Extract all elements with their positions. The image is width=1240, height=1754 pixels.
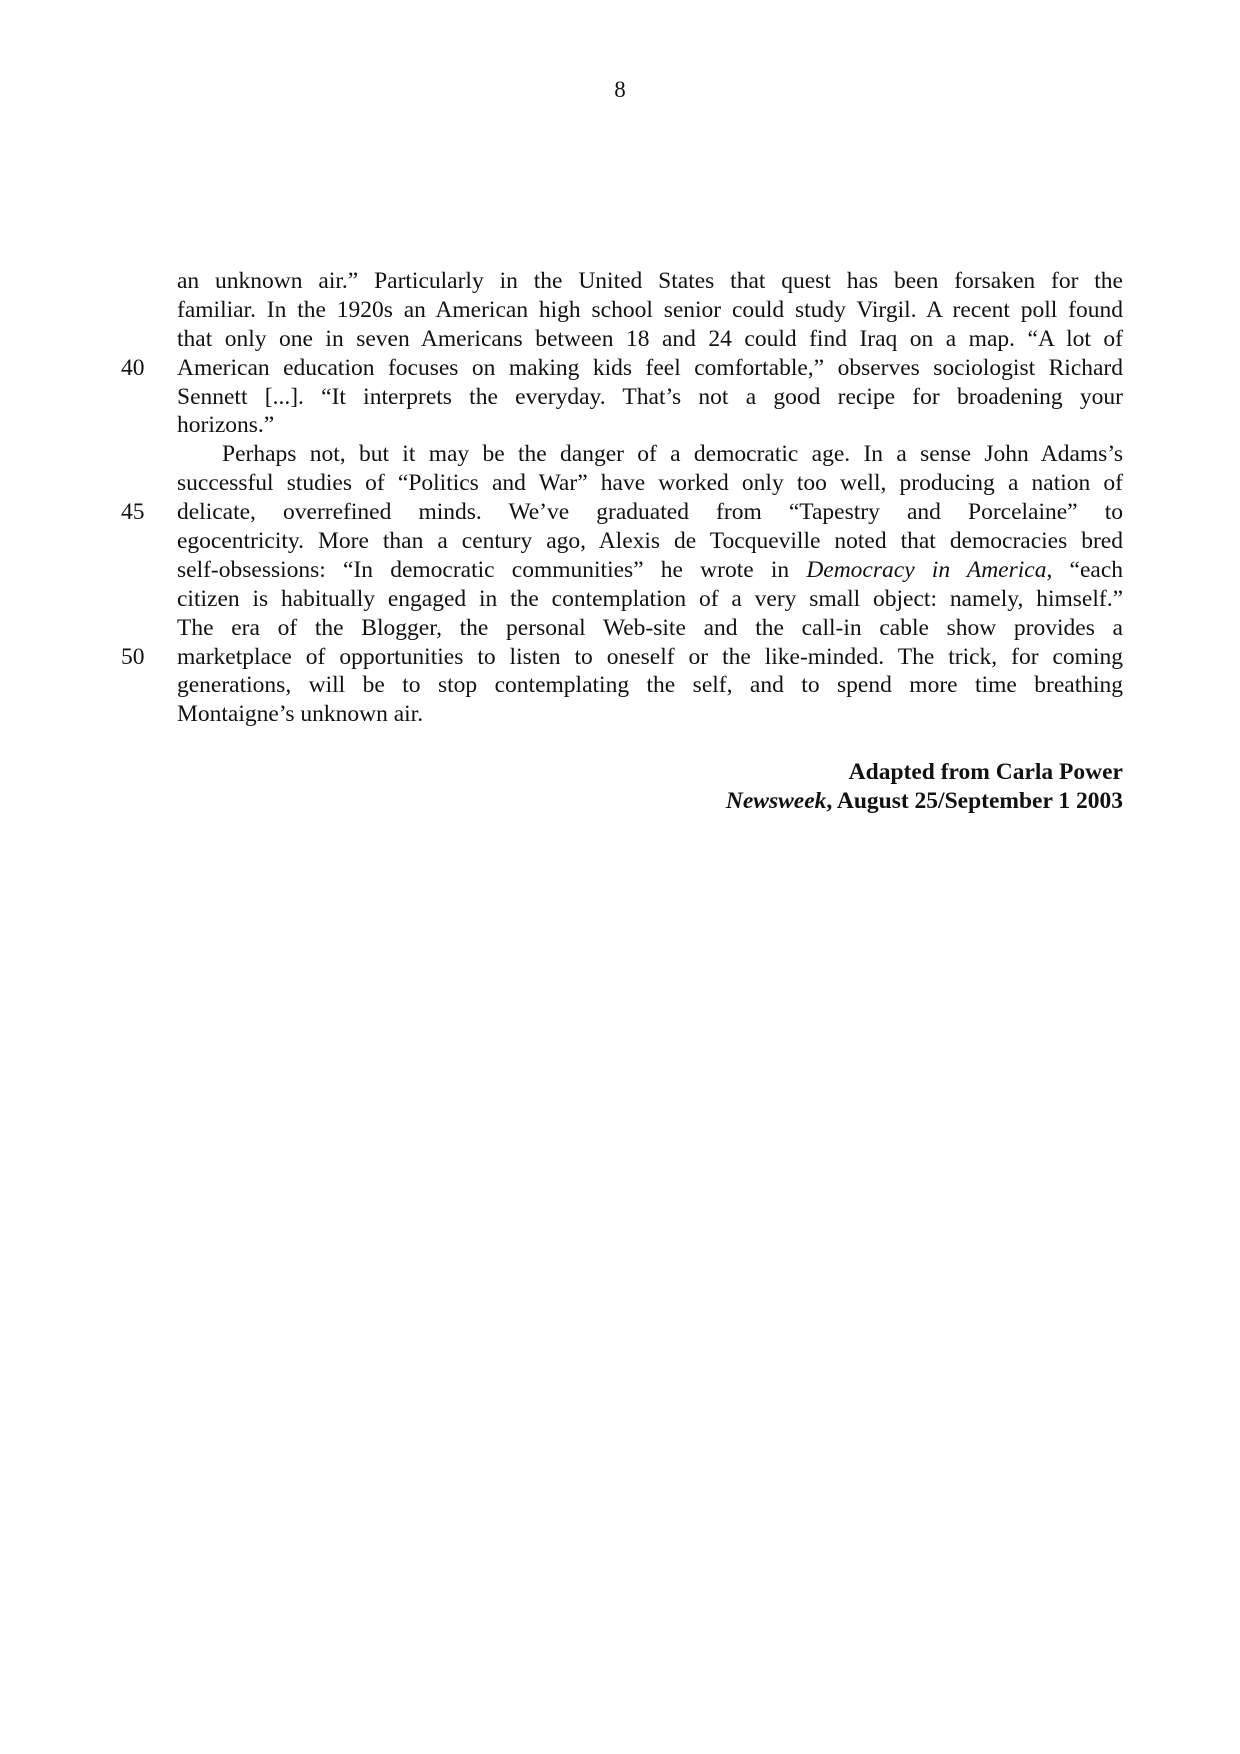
text-line (177, 296, 1123, 325)
article-body (121, 267, 1123, 729)
text-line (177, 469, 1123, 498)
line-number: 50 (121, 643, 145, 670)
text-line (177, 585, 1123, 614)
line-text: familiar. In the 1920s an American high school senior could study Virgil. A recent poll found (177, 296, 1123, 323)
text-line (177, 556, 1123, 585)
line-text-post: , “each (1046, 556, 1123, 583)
text-line (121, 498, 1123, 527)
line-text: an unknown air.” Particularly in the United States that quest has been forsaken for the (177, 268, 1123, 294)
line-text: generations, will be to stop contemplating the self, and to spend more time breathing (177, 672, 1123, 699)
text-line (177, 411, 1123, 440)
text-line (177, 527, 1123, 556)
line-text: that only one in seven Americans between 18 and 24 could find Iraq on a map. “A lot of (177, 325, 1123, 352)
text-line (177, 671, 1123, 700)
line-text: Montaigne’s unknown air. (177, 701, 424, 728)
line-number: 40 (121, 354, 145, 381)
line-text: American education focuses on making kids feel comfortable,” observes sociologist Richard (177, 354, 1123, 381)
text-line (177, 383, 1123, 412)
line-text: egocentricity. More than a century ago, Alexis de Tocqueville noted that democracies bred (177, 528, 1123, 555)
text-line (177, 700, 1123, 729)
line-text: marketplace of opportunities to listen to oneself or the like-minded. The trick, for coming (177, 643, 1123, 670)
line-text: horizons.” (177, 412, 275, 439)
line-number: 45 (121, 499, 145, 526)
line-text: delicate, overrefined minds. We’ve graduated from “Tapestry and Porcelaine” to (177, 499, 1123, 526)
text-line (177, 440, 1123, 469)
text-line (177, 267, 1123, 296)
source-date: , August 25/September 1 2003 (826, 788, 1123, 814)
book-title: Democracy in America (806, 556, 1047, 583)
line-text: Perhaps not, but it may be the danger of a democratic age. In a sense John Adams’s (222, 441, 1123, 468)
line-text: The era of the Blogger, the personal Web-site and the call-in cable show provides a (177, 614, 1123, 641)
text-line (177, 325, 1123, 354)
source-publication-line (577, 787, 1123, 816)
line-text: citizen is habitually engaged in the contemplation of a very small object: namely, himself.” (177, 585, 1123, 612)
text-line (121, 354, 1123, 383)
line-text: successful studies of “Politics and War” have worked only too well, producing a nation of (177, 470, 1123, 497)
page-number: 8 (614, 77, 626, 102)
source-publication: Newsweek (725, 788, 827, 814)
line-text (177, 556, 1123, 585)
text-line (177, 614, 1123, 643)
source-author: Adapted from Carla Power (848, 759, 1123, 785)
text-line (121, 643, 1123, 672)
source-attribution (577, 758, 1123, 816)
line-text-pre: self-obsessions: “In democratic communities” he wrote in (177, 556, 807, 583)
line-text: Sennett [...]. “It interprets the everyday. That’s not a good recipe for broadening your (177, 383, 1123, 410)
